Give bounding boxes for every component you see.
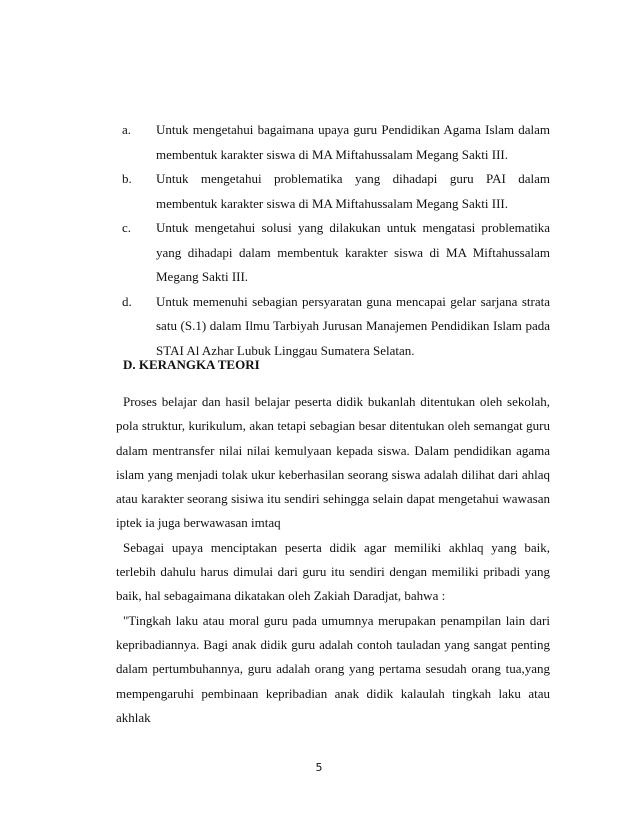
list-item-text: Untuk mengetahui bagaimana upaya guru Pendidikan Agama Islam dalam membentuk karakter siswa di MA Miftahussalam Megang Sakti III. bbox=[156, 122, 550, 162]
body-text bbox=[116, 390, 550, 730]
page-number: 5 bbox=[315, 761, 323, 774]
list-item bbox=[122, 290, 550, 364]
list-item bbox=[122, 167, 550, 216]
list-marker: c. bbox=[122, 220, 132, 235]
paragraph: "Tingkah laku atau moral guru pada umumnya merupakan penampilan lain dari kepribadiannya. Bagi anak didik guru adalah contoh tauladan yang sangat penting dalam pertumbuhannya, guru adalah orang yang pertama sesudah orang tua,yang mempengaruhi pembinaan kepribadian anak didik kalaulah tingkah laku atau akhlak bbox=[116, 612, 550, 725]
list-item-text: Untuk mengetahui solusi yang dilakukan untuk mengatasi problematika yang dihadapi dalam membentuk karakter siswa di MA Miftahussalam Megang Sakti III. bbox=[156, 220, 550, 284]
list-item-text: Untuk memenuhi sebagian persyaratan guna mencapai gelar sarjana strata satu (S.1) dalam Ilmu Tarbiyah Jurusan Manajemen Pendidikan Islam pada STAI Al Azhar Lubuk Linggau Sumatera Selatan. bbox=[156, 293, 550, 358]
objectives-list bbox=[122, 118, 550, 363]
list-marker: b. bbox=[122, 171, 132, 186]
section-heading: D. KERANGKA TEORI bbox=[123, 357, 260, 372]
paragraph: Proses belajar dan hasil belajar peserta didik bukanlah ditentukan oleh sekolah, pola struktur, kurikulum, akan tetapi sebagian besar ditentukan oleh semangat guru dalam mentransfer nilai nilai kemulyaan kepada siswa. Dalam pendidikan agama islam yang menjadi tolak ukur keberhasilan seorang siswa adalah dilihat dari ahlaq atau karakter seorang sisiwa itu sendiri sehingga selain dapat mengetahui wawasan iptek ia juga berwawasan imtaq bbox=[116, 394, 550, 531]
list-item bbox=[122, 118, 550, 167]
list-marker: d. bbox=[122, 293, 132, 309]
list-marker: a. bbox=[122, 122, 132, 137]
paragraph: Sebagai upaya menciptakan peserta didik agar memiliki akhlaq yang baik, terlebih dahulu harus dimulai dari guru itu sendiri dengan memiliki pribadi yang baik, hal sebagaimana dikatakan oleh Zakiah Daradjat, bahwa : bbox=[116, 539, 550, 604]
list-item bbox=[122, 216, 550, 290]
list-item-text: Untuk mengetahui problematika yang dihadapi guru PAI dalam membentuk karakter siswa di MA Miftahussalam Megang Sakti III. bbox=[156, 171, 550, 211]
